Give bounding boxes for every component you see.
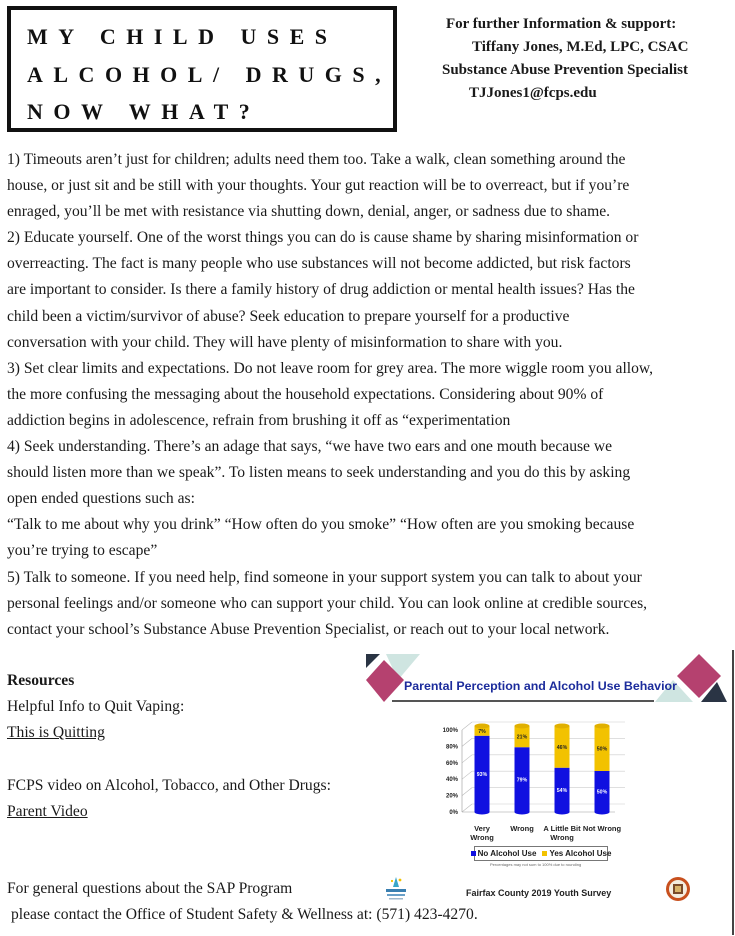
grid-diagonal	[462, 722, 472, 730]
y-tick-label: 60%	[445, 760, 458, 767]
title-line-1: MY CHILD USES	[27, 24, 338, 49]
resources-heading: Resources	[7, 672, 75, 689]
legend-label-no: No Alcohol Use	[477, 849, 537, 858]
body-line: you’re trying to escape”	[7, 542, 158, 560]
footer-line-1: For general questions about the SAP Program	[7, 880, 293, 897]
grid-diagonal	[462, 755, 472, 763]
x-category-label	[460, 824, 504, 842]
chart-legend	[474, 846, 612, 861]
body-line: 5) Talk to someone. If you need help, find someone in your support system you can talk to about your	[7, 568, 642, 586]
legend-item-no	[471, 849, 537, 858]
x-category-line: A Little Bit	[543, 824, 581, 833]
x-category-label	[580, 824, 624, 833]
grid-diagonal	[462, 804, 472, 812]
this-is-quitting-link[interactable]: This is Quitting	[7, 724, 105, 741]
body-line: contact your school’s Substance Abuse Prevention Specialist, or reach out to your local network.	[7, 620, 610, 638]
legend-swatch-no	[471, 851, 476, 856]
bar-top-cap	[555, 724, 570, 729]
fcps-logo-icon	[383, 875, 409, 903]
y-tick-label: 100%	[442, 728, 458, 734]
grid-diagonal	[462, 771, 472, 779]
body-line: 4) Seek understanding. There’s an adage that says, “we have two ears and one mouth because we	[7, 438, 613, 456]
navy-triangle	[366, 654, 380, 668]
data-label: 50%	[596, 746, 608, 753]
body-line: are important to consider. Is there a family history of drug addiction or mental health issues? Has the	[7, 281, 635, 299]
decor-top-right	[655, 650, 733, 706]
title-box	[7, 6, 397, 132]
body-line: conversation with your child. They will have plenty of misinformation to share with you.	[7, 333, 563, 351]
body-line: 2) Educate yourself. One of the worst things you can do is cause shame by sharing misinformation or	[7, 229, 639, 247]
body-line: addiction begins in adolescence, refrain from brushing it off as “experimentation	[7, 411, 511, 429]
body-line: 3) Set clear limits and expectations. Do not leave room for grey area. The more wiggle room you allow,	[7, 359, 654, 377]
legend-swatch-yes	[542, 851, 547, 856]
x-category-line: Very	[474, 824, 490, 833]
y-tick-label: 80%	[445, 744, 458, 751]
data-label: 79%	[516, 777, 528, 784]
body-line: should listen more than we speak”. To listen means to seek understanding and you do this by asking	[7, 464, 631, 482]
contact-name: Tiffany Jones, M.Ed, LPC, CSAC	[472, 39, 689, 55]
data-label: 7%	[478, 728, 486, 735]
x-category-line: Not Wrong	[582, 824, 622, 833]
y-tick-label: 0%	[449, 810, 458, 816]
body-line: personal feelings and/or someone who can support your child. You can look online at credible sources,	[7, 594, 648, 612]
resource-label-vaping: Helpful Info to Quit Vaping:	[7, 698, 185, 715]
chart-title: Parental Perception and Alcohol Use Behavior	[404, 679, 677, 693]
parent-video-link[interactable]: Parent Video	[7, 803, 88, 820]
bar-bottom-cap	[475, 810, 490, 815]
title-line-2: ALCOHOL/ DRUGS,	[27, 62, 392, 87]
county-seal-icon	[665, 876, 691, 902]
body-line: 1) Timeouts aren’t just for children; adults need them too. Take a walk, clean something around the	[7, 151, 626, 168]
contact-heading: For further Information & support:	[446, 16, 677, 32]
x-category-line: Wrong	[510, 824, 534, 833]
body-text	[7, 147, 735, 643]
resource-label-video: FCPS video on Alcohol, Tobacco, and Other Drugs:	[7, 777, 331, 794]
infographic-border	[732, 650, 734, 935]
bar-top-cap	[515, 724, 530, 729]
survey-source-label: Fairfax County 2019 Youth Survey	[466, 888, 612, 898]
title-underline	[392, 700, 654, 702]
body-line: the more confusing the messaging about the household expectations. Considering about 90% of	[7, 385, 604, 403]
body-line: enraged, you’ll be met with resistance via shutting down, denial, anger, or sadness due to shame.	[7, 203, 611, 221]
legend-item-yes	[542, 849, 611, 858]
contact-email[interactable]: TJJones1@fcps.edu	[469, 85, 597, 101]
bar-bottom-cap	[595, 810, 610, 815]
body-line: open ended questions such as:	[7, 490, 195, 508]
y-tick-label: 20%	[445, 793, 458, 800]
body-line: “Talk to me about why you drink” “How often do you smoke” “How often are you smoking because	[7, 516, 635, 534]
x-category-label	[540, 824, 584, 842]
chart-note: Percentages may not sum to 100% due to rounding	[490, 862, 582, 867]
data-label: 93%	[476, 771, 488, 778]
x-category-label	[500, 824, 544, 833]
contact-role: Substance Abuse Prevention Specialist	[442, 62, 688, 78]
x-category-line: Wrong	[550, 833, 574, 842]
bar-top-cap	[475, 724, 490, 729]
data-label: 54%	[556, 787, 568, 794]
grid-diagonal	[462, 788, 472, 796]
data-label: 50%	[596, 789, 608, 796]
bar-top-cap	[595, 724, 610, 729]
bar-bottom-cap	[555, 810, 570, 815]
x-category-line: Wrong	[470, 833, 494, 842]
body-line: house, or just sit and be still with your thoughts. Your gut reaction will be to overreact, but if you’re	[7, 177, 630, 195]
title-line-3: NOW WHAT?	[27, 99, 261, 124]
bar-bottom-cap	[515, 810, 530, 815]
legend-label-yes: Yes Alcohol Use	[549, 849, 612, 858]
footer-line-2: please contact the Office of Student Safety & Wellness at: (571) 423-4270.	[11, 906, 478, 923]
data-label: 46%	[556, 744, 568, 751]
grid-diagonal	[462, 738, 472, 746]
decor-top-left	[362, 650, 422, 706]
data-label: 21%	[516, 734, 528, 741]
body-line: child been a victim/survivor of abuse? Seek education to prepare yourself for a productive	[7, 307, 570, 325]
stacked-bar-chart	[420, 712, 630, 822]
body-line: overreacting. The fact is many people who use substances will not become addicted, but risk factors	[7, 255, 631, 273]
y-tick-label: 40%	[445, 777, 458, 784]
